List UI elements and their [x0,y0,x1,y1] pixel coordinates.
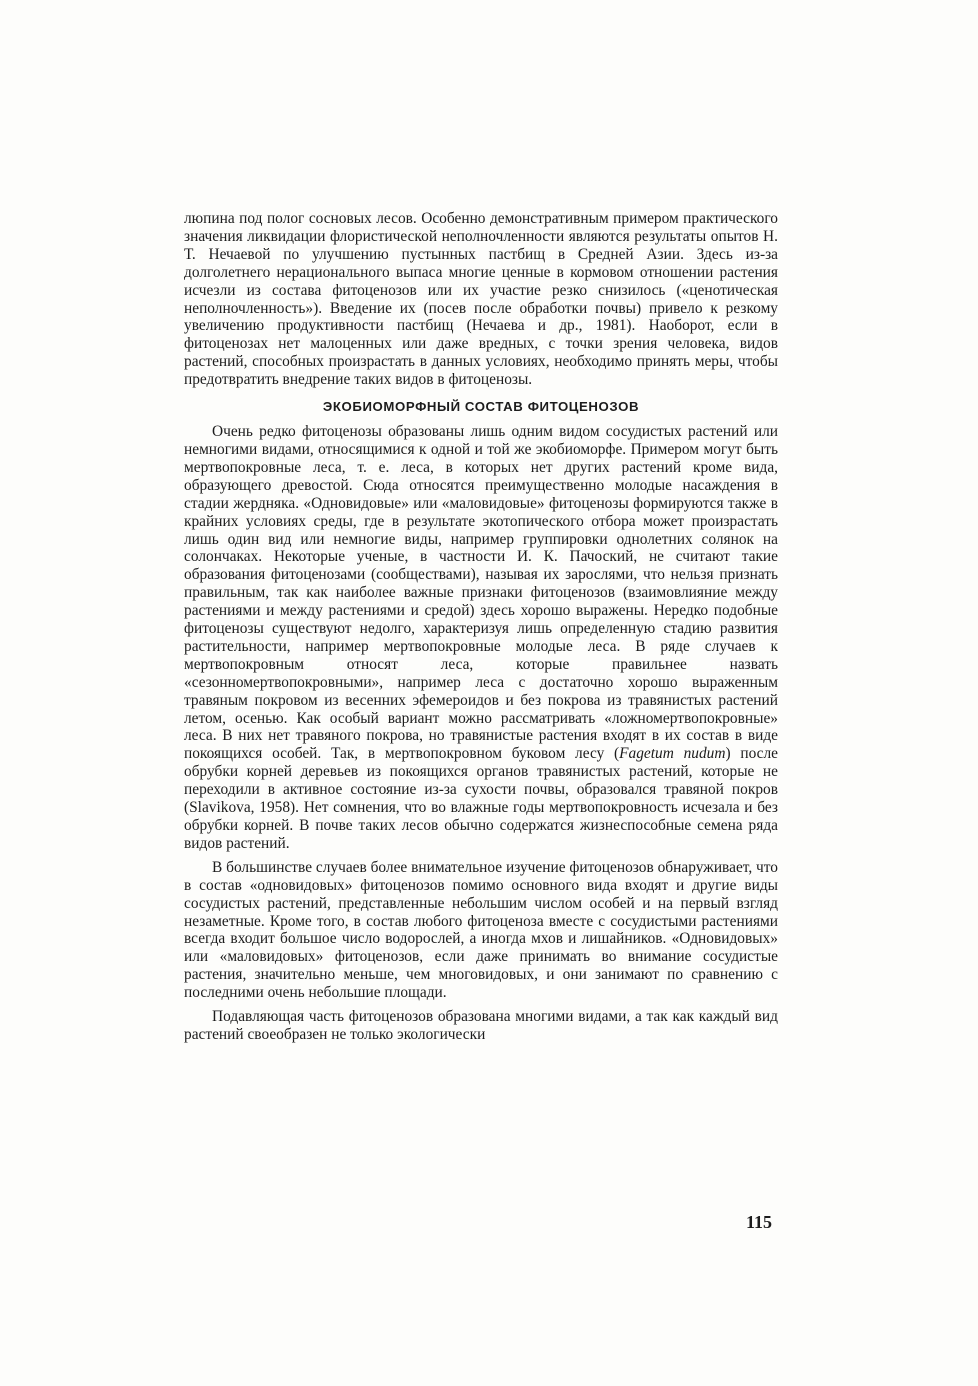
latin-term: Fagetum nudum [619,745,726,763]
paragraph-1-text-b: ) после обрубки корней деревьев из покоящихся органов травянистых растений, которые не переходили в активное состояние из-за сухости почвы, образовался травяной покров (Slavikova, 1958). Нет сомнения, что во влажные годы мертвопокровность исчезала и без обрубки корней. В почве таких лесов обычно содержатся жизнеспособные семена ряда видов растений. [184,745,778,852]
section-heading: ЭКОБИОМОРФНЫЙ СОСТАВ ФИТОЦЕНОЗОВ [322,399,640,415]
page-number: 115 [746,1212,773,1232]
paragraph-1-text-a: Очень редко фитоценозы образованы лишь одним видом сосудистых растений или немногими видами, относящимися к одной и той же экобиоморфе. Примером могут быть мертвопокровные леса, т. е. леса, в которых нет других растений кроме вида, образующего древостой. Сюда относятся преимущественно молодые насаждения в стадии жердняка. «Одновидовые» или «маловидовые» фитоценозы формируются также в крайних условиях среды, где в результате экотопического отбора может произрастать лишь один вид или немногие виды, например группировки однолетних солянок на солончаках. Некоторые ученые, в частности И. К. Пачоский, не считают такие образования фитоценозами (сообществами), называя их зарослями, что нельзя признать правильным, так как наиболее важные признаки фитоценозов (взаимовлияние между растениями и между растениями и средой) здесь хорошо выражены. Нередко подобные фитоценозы существуют недолго, характеризуя лишь определенную стадию развития растительности, например мертвопокровные молодые леса. В ряде случаев к мертвопокровным относят леса, которые правильнее назвать «сезонномертвопокровными», например леса с достаточно хорошо выраженным травяным покровом из весенних эфемероидов и без покрова из травянистых растений летом, осенью. Как особый вариант можно рассматривать «ложномертвопокровные» леса. В них нет травяного покрова, но травянистые растения входят в их состав в виде покоящихся особей. Так, в мертвопокровном буковом лесу ( [184,423,778,763]
intro-paragraph: люпина под полог сосновых лесов. Особенно демонстративным примером практического значения ликвидации флористической неполночленности являются результаты опытов Н. Т. Нечаевой по улучшению пустынных пастбищ в Средней Азии. Здесь из-за долголетнего нерационального выпаса многие ценные в кормовом отношении растения исчезли из состава фитоценозов или их участие резко снизилось («ценотическая неполночленность»). Введение их (посев после обработки почвы) привело к резкому увеличению продуктивности пастбищ (Нечаева и др., 1981). Наоборот, если в фитоценозах нет малоценных или даже вредных, с точки зрения человека, видов растений, способных произрастать в данных условиях, необходимо принять меры, чтобы предотвратить внедрение таких видов в фитоценозы. [184,210,778,389]
page-body [184,210,778,1044]
paragraph-2: В большинстве случаев более внимательное изучение фитоценозов обнаруживает, что в состав «одновидовых» фитоценозов помимо основного вида входят и другие виды сосудистых растений, представленные небольшим числом особей и на первый взгляд незаметные. Кроме того, в состав любого фитоценоза вместе с сосудистыми растениями всегда входит большое число водорослей, а иногда мхов и лишайников. «Одновидовых» или «маловидовых» фитоценозов, если даже принимать во внимание сосудистые растения, значительно меньше, чем многовидовых, и они занимают по сравнению с последними очень небольшие площади. [184,858,779,1002]
paragraph-3: Подавляющая часть фитоценозов образована многими видами, а так как каждый вид растений своеобразен не только экологически [184,1008,778,1043]
paragraph-1 [184,423,778,853]
